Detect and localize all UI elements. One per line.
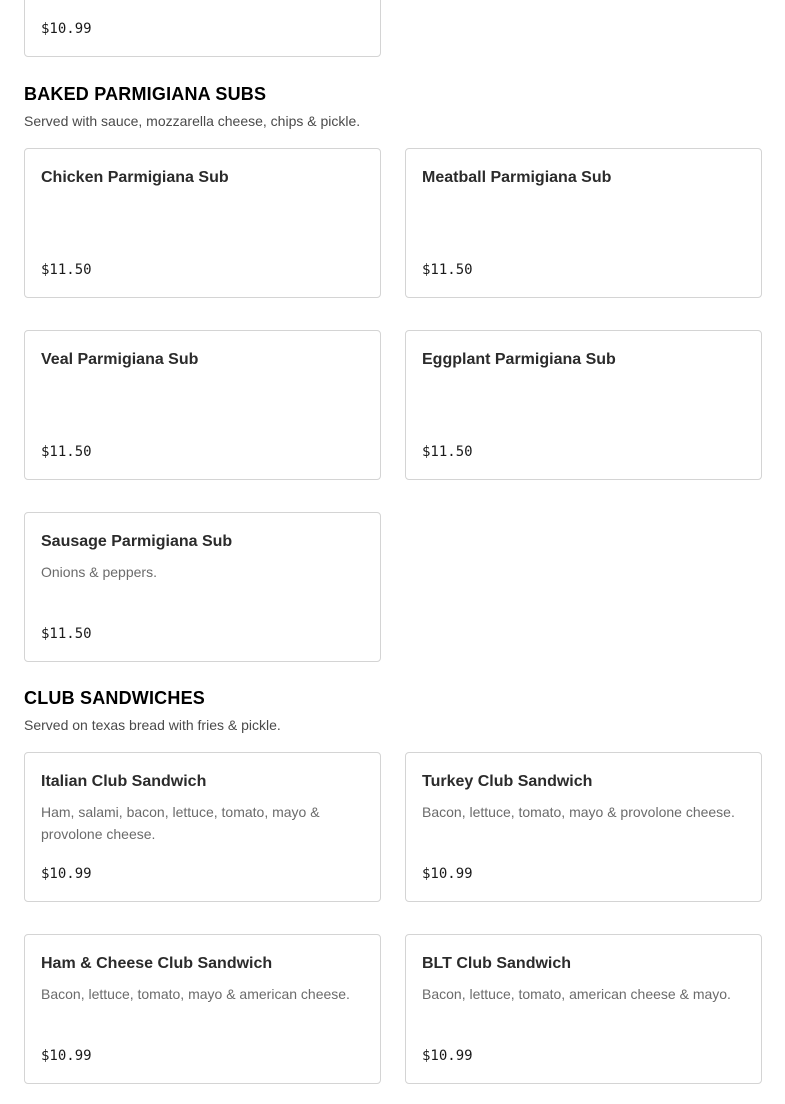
section-description: Served on texas bread with fries & pickle. [24,717,281,733]
menu-item-description: Bacon, lettuce, tomato, american cheese & mayo. [422,986,731,1002]
menu-item-card[interactable] [24,512,381,662]
menu-item-description: Bacon, lettuce, tomato, mayo & american cheese. [41,986,350,1002]
menu-item-name: Eggplant Parmigiana Sub [422,351,616,368]
menu-item-name: Veal Parmigiana Sub [41,351,199,368]
menu-item-card[interactable] [405,148,762,298]
section-title-baked-parmigiana-subs: BAKED PARMIGIANA SUBS [24,84,267,104]
menu-item-card[interactable] [24,934,381,1084]
menu-item-card[interactable] [24,752,381,902]
menu-item-price: $10.99 [41,21,92,37]
menu-item-name: Chicken Parmigiana Sub [41,169,229,186]
menu-item-name: Sausage Parmigiana Sub [41,533,233,550]
menu-item-name: Italian Club Sandwich [41,773,207,790]
menu-item-price: $10.99 [41,866,92,882]
menu-item-name: Turkey Club Sandwich [422,773,593,790]
menu-item-price: $11.50 [422,262,473,278]
menu-item-price: $10.99 [422,866,473,882]
menu-item-name: BLT Club Sandwich [422,955,572,972]
menu-item-description: Bacon, lettuce, tomato, mayo & provolone cheese. [422,804,735,820]
section-description: Served with sauce, mozzarella cheese, chips & pickle. [24,113,361,129]
menu-item-price: $11.50 [41,626,92,642]
menu-item-price: $11.50 [422,444,473,460]
menu-item-price: $11.50 [41,262,92,278]
menu-item-name: Meatball Parmigiana Sub [422,169,612,186]
menu-item-name: Ham & Cheese Club Sandwich [41,955,273,972]
menu-item-description: Ham, salami, bacon, lettuce, tomato, mayo & provolone cheese. [41,804,320,842]
menu-item-card[interactable] [24,148,381,298]
menu-item-card[interactable] [24,0,381,57]
menu-item-price: $10.99 [41,1048,92,1064]
section-title-club-sandwiches: CLUB SANDWICHES [24,688,205,708]
menu-item-card[interactable] [405,934,762,1084]
menu-item-card[interactable] [405,330,762,480]
menu-item-price: $10.99 [422,1048,473,1064]
menu-item-card[interactable] [24,330,381,480]
menu-item-price: $11.50 [41,444,92,460]
menu-item-description: Onions & peppers. [41,564,157,580]
menu-item-card[interactable] [405,752,762,902]
